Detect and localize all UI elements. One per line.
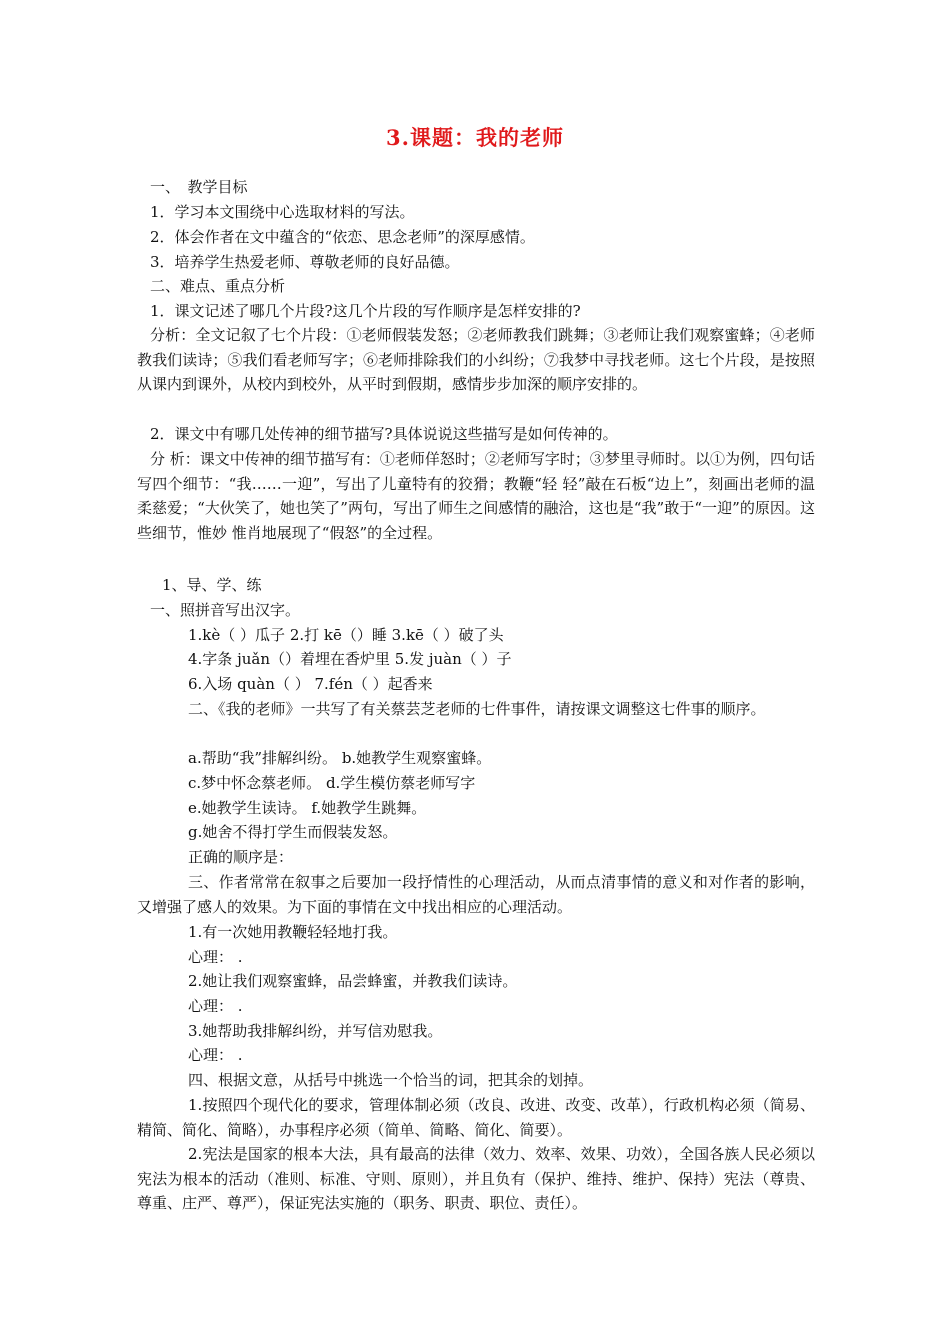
exercise-3-question: 1.有一次她用教鞭轻轻地打我。	[188, 923, 398, 941]
exercise-2-answer-label: 正确的顺序是：	[188, 848, 294, 866]
answer-2: 分 析：课文中传神的细节描写有：①老师佯怒时；②老师写字时；③梦里寻师时。以①为例，四句话写四个细节：“我……一迎”，写出了儿童特有的狡猾；教鞭“轻 轻”敲在石板“边上”，刻画出老师的温柔慈爱；“大伙笑了，她也笑了”两句，写出了师生之间感情的融洽，这也是“我”敢于“一迎”的原因。这些细节，惟妙 惟肖地展现了“假怒”的全过程。	[137, 450, 815, 542]
goal-item: 3．培养学生热爱老师、尊敬老师的良好品德。	[150, 253, 460, 271]
goal-item: 2．体会作者在文中蕴含的“依恋、思念老师”的深厚感情。	[150, 228, 535, 246]
question-2: 2．课文中有哪几处传神的细节描写?具体说说这些描写是如何传神的。	[150, 425, 618, 443]
goal-item: 1．学习本文围绕中心选取材料的写法。	[150, 203, 415, 221]
exercise-2-item: g.她舍不得打学生而假装发怒。	[188, 823, 398, 841]
exercise-3-question: 3.她帮助我排解纠纷，并写信劝慰我。	[188, 1022, 443, 1040]
exercise-1-line: 1.kè（ ）瓜子 2.打 kē（）睡 3.kē（ ）破了头	[188, 626, 504, 644]
exercise-2-heading: 二、《我的老师》一共写了有关蔡芸芝老师的七件事件，请按课文调整这七件事的顺序。	[188, 700, 766, 718]
exercise-1-line: 4.字条 juǎn（）着埋在香炉里 5.发 juàn（ ）子	[188, 650, 512, 668]
exercise-4-paragraph: 1.按照四个现代化的要求，管理体制必须（改良、改进、改变、改革），行政机构必须（简易、精简、简化、简略），办事程序必须（简单、简略、简化、简要）。	[137, 1096, 815, 1139]
section-heading-practice: 1、导、学、练	[162, 576, 262, 594]
section-heading-analysis: 二、难点、重点分析	[150, 277, 286, 295]
exercise-4-heading: 四、根据文意，从括号中挑选一个恰当的词，把其余的划掉。	[188, 1071, 594, 1089]
exercise-3-answer: 心理： .	[188, 997, 243, 1015]
exercise-2-item: c.梦中怀念蔡老师。 d.学生模仿蔡老师写字	[188, 774, 476, 792]
exercise-4-paragraph: 2.宪法是国家的根本大法，具有最高的法律（效力、效率、效果、功效），全国各族人民必须以宪法为根本的活动（准则、标准、守则、原则），并且负有（保护、维持、维护、保持）宪法（尊贵、尊重、庄严、尊严），保证宪法实施的（职务、职责、职位、责任）。	[137, 1145, 815, 1213]
exercise-2-item: e.她教学生读诗。 f.她教学生跳舞。	[188, 799, 427, 817]
exercise-1-line: 6.入场 quàn（ ） 7.fén（ ）起香来	[188, 675, 433, 693]
document-title: 3.课题：我的老师	[386, 125, 564, 150]
exercise-1-heading: 一、照拼音写出汉字。	[150, 601, 301, 619]
exercise-2-item: a.帮助“我”排解纠纷。 b.她教学生观察蜜蜂。	[188, 749, 492, 767]
exercise-3-question: 2.她让我们观察蜜蜂，品尝蜂蜜，并教我们读诗。	[188, 972, 518, 990]
exercise-3-heading: 三、作者常常在叙事之后要加一段抒情性的心理活动，从而点清事情的意义和对作者的影响，又增强了感人的效果。为下面的事情在文中找出相应的心理活动。	[137, 873, 815, 916]
exercise-3-answer: 心理： .	[188, 948, 243, 966]
exercise-3-answer: 心理： .	[188, 1046, 243, 1064]
section-heading-goals: 一、 教学目标	[150, 178, 248, 196]
answer-1: 分析：全文记叙了七个片段：①老师假装发怒；②老师教我们跳舞；③老师让我们观察蜜蜂；④老师教我们读诗；⑤我们看老师写字；⑥老师排除我们的小纠纷；⑦我梦中寻找老师。这七个片段，是按照从课内到课外，从校内到校外，从平时到假期，感情步步加深的顺序安排的。	[137, 326, 815, 394]
question-1: 1．课文记述了哪几个片段?这几个片段的写作顺序是怎样安排的?	[150, 302, 581, 320]
